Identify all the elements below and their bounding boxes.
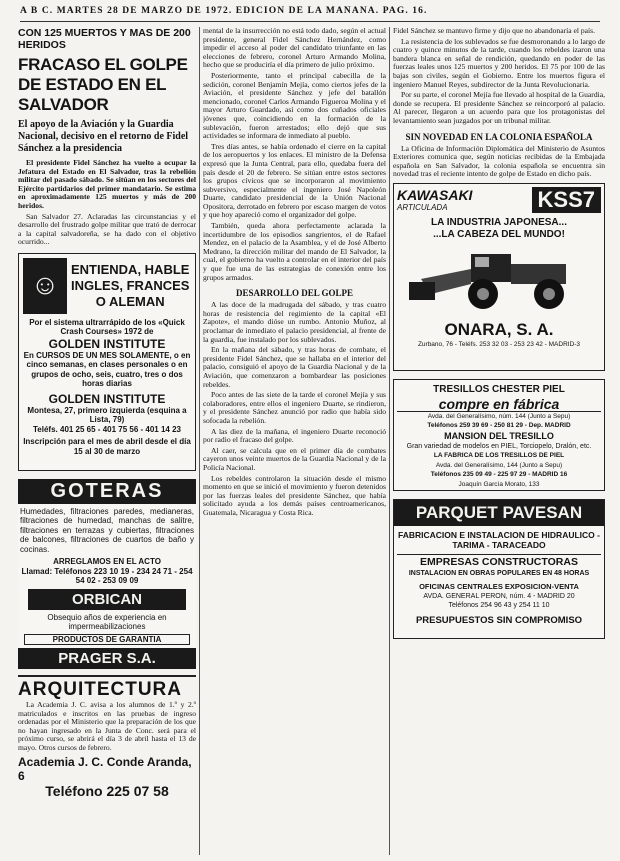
article-paragraph: Fidel Sánchez se mantuvo firme y dijo que no abandonaría el país.	[393, 27, 596, 35]
article-paragraph: Posteriormente, tanto el principal cabecilla de la sedición, coronel Benjamín Mejía, como ciertos jefes de la Aviación, el presidente Sánchez y jefe del batallón mencionado, coronel Carlos Armando Figueroa Molina y el mayor Arturo Guardado, así como dos cuñados oficiales jóvenes que, coincidiendo en la formación de la sublevación, fueron arrestados; ello dejó que sus actividades se informara de inmediato al pueblo.	[203, 70, 386, 141]
ad-title: PARQUET PAVESAN	[394, 500, 604, 526]
ad-line: EMPRESAS CONSTRUCTORAS	[397, 554, 601, 569]
ad-slogan: ...LA CABEZA DEL MUNDO!	[433, 228, 565, 240]
ad-subtitle: compre en fábrica	[397, 397, 601, 412]
ad-line: FABRICACION E INSTALACION DE HIDRAULICO - TARIMA - TARACEADO	[398, 529, 600, 550]
ad-address: Joaquín García Morato, 133	[458, 480, 540, 488]
ad-body: En CURSOS DE UN MES SOLAMENTE, o en cinco semanas, en clases personales o en grupos de ocho, seis, cuatro, tres o dos horas diarias	[23, 350, 191, 389]
column-middle	[203, 27, 386, 857]
article-subtitle: DESARROLLO DEL GOLPE	[235, 288, 354, 299]
ad-slogan: LA INDUSTRIA JAPONESA...	[431, 216, 567, 228]
ad-phones: Llamad: Teléfonos 223 10 19 - 234 24 71 - 254 54 02 - 253 09 09	[21, 566, 193, 586]
ad-mansion: MANSION DEL TRESILLO	[444, 430, 554, 441]
article-kicker: CON 125 MUERTOS Y MAS DE 200 HERIDOS	[18, 27, 191, 51]
page-header: A B C. MARTES 28 DE MARZO DE 1972. EDICION DE LA MAÑANA. PAG. 16.	[20, 6, 600, 22]
article-subhead: El apoyo de la Aviación y la Guardia Nacional, decisivo en el retorno de Fidel Sánchez a la presidencia	[18, 119, 189, 154]
ad-address: Avda. del Generalísimo, núm. 144 (Junto a Sepu)	[427, 412, 571, 420]
column-rule	[389, 27, 390, 855]
ad-brand: ORBICAN	[28, 589, 186, 610]
article-paragraph: mental de la insurrección no está todo dado, según el actual presidente, general Fidel Sánchez Hernández, como impedir el acceso al poder del candidato triunfante en las elecciones de febrero, coronel Arturo Armando Molina, hecho que se produciría el día primero de julio próximo.	[203, 27, 386, 70]
ad-parquet-pavesan	[393, 499, 605, 639]
ad-company: PRAGER S.A.	[18, 648, 196, 669]
ad-line: INGLES, FRANCES	[71, 277, 190, 293]
ad-phones: Teléfonos 259 39 69 - 250 81 29 - Dep. MADRID	[427, 422, 571, 430]
article-paragraph: A las doce de la madrugada del sábado, y tras cuatro horas de resistencia del regimiento de la capital «El Zapote», el mando dióse un rumbo. Antonio Muñoz, al proclamar de inmediato el palacio presidencial, al frente de la guardia, fue instalado por los sublevados.	[203, 300, 386, 344]
ad-golden-institute	[18, 253, 196, 471]
mask-icon: ☺	[23, 258, 67, 314]
ad-model: KSS7	[532, 187, 601, 213]
article-paragraph: Poco antes de las siete de la tarde el coronel Mejía y sus colaboradores, entre ellos el ingeniero Duarte, se rindieron, y el presidente Sánchez anunció por radio que había sido sofocada la rebelión.	[203, 390, 386, 425]
ad-tag: ARTICULADA	[397, 203, 448, 213]
ad-title: TRESILLOS CHESTER PIEL	[433, 383, 565, 395]
ad-footer: PRESUPUESTOS SIN COMPROMISO	[415, 614, 583, 626]
article-paragraph: Al caer, se calcula que en el primer día de combates cayeron unos veinte muertos de la Guardia Nacional y de la Policía Nacional.	[203, 445, 386, 472]
ad-arquitectura-title: ARQUITECTURA	[18, 675, 196, 701]
ad-phones: Teléfs. 401 25 65 - 401 75 56 - 401 14 23	[33, 424, 181, 434]
ad-phones: Teléfonos 254 96 43 y 254 11 10	[448, 602, 550, 610]
wheel-loader-icon	[401, 244, 599, 312]
ad-address: AVDA. GENERAL PERON, núm. 4 - MADRID 20	[423, 592, 575, 600]
article-paragraph: San Salvador 27. Aclaradas las circunstancias y el desarrollo del frustrado golpe militar que trató de derrocar a la capital salvadoreña, se ha dado con el objetivo ocurrido...	[18, 211, 196, 247]
ad-kawasaki	[393, 183, 605, 371]
ad-arquitectura-academy: Academia J. C. Conde Aranda, 6	[18, 754, 192, 783]
ad-brand: KAWASAKI	[397, 187, 473, 204]
article-paragraph: Los rebeldes controlaron la situación desde el mismo momento en que se inició el movimiento y fueron detenidos por las fuerzas leales del presidente Sánchez, que había solicitado ayuda a los demás países centroamericanos, Guatemala, Nicaragua y Costa Rica.	[203, 473, 386, 517]
ad-brand: GOLDEN INSTITUTE	[48, 336, 166, 351]
article-paragraph: En la mañana del sábado, y tras horas de combate, el presidente Fidel Sánchez, que se hallaba en el interior del palacio, consiguió el apoyo de la Guardia Nacional y de la Aviación, que comenzaron a bombardear las posiciones rebeldes.	[203, 345, 386, 389]
ad-address: Avda. del Generalísimo, 144 (Junto a Sepu)	[435, 461, 563, 469]
ad-brand: GOLDEN INSTITUTE	[48, 391, 166, 406]
ad-arquitectura-phone: Teléfono 225 07 58	[45, 782, 169, 799]
article-paragraph: También, queda ahora perfectamente aclarada la incertidumbre de los episodios sangrientos, el de Rafael Mendez, en el palacio de la Asamblea, y el de José Alberto Medrano, la dirección militar del mando de El Salvador, la cual, el gobierno ha vuelto a controlar en el interior del país y que fue una de las estrategias de conexión entre los grupos armados.	[203, 221, 386, 282]
article-paragraph: La Oficina de Información Diplomática del Ministerio de Asuntos Exteriores comunica que, según noticias recibidas de la Embajada española en San Salvador, la colonia española se encuentra sin novedad tras el reciente intento de golpe de Estado en dicho país.	[393, 143, 605, 179]
article-paragraph: A las diez de la mañana, el ingeniero Duarte reconoció por radio el fracaso del golpe.	[203, 426, 386, 445]
column-right	[393, 27, 605, 857]
ad-body: Humedades, filtraciones paredes, medianeras, filtraciones de humedad, manchas de salitre, filtraciones en terrazas y cubiertas, filtraciones de balcones, filtraciones de cuartos de baño y cocinas.	[20, 506, 194, 554]
ad-note: Obsequio años de experiencia en impermeabilizaciones	[47, 612, 167, 632]
article-paragraph: Por su parte, el coronel Mejía fue llevado al hospital de la Guardia, donde se recupera. El presidente Sánchez se reincorporó al palacio. Al parecer, llegaron a un acuerdo para que los protagonistas del levantamiento sean juzgados por un tribunal militar.	[393, 90, 605, 125]
ad-goteras	[18, 479, 196, 669]
ad-line: OFICINAS CENTRALES EXPOSICION-VENTA	[419, 582, 579, 592]
column-rule	[199, 27, 200, 855]
ad-line: INSTALACION EN OBRAS POPULARES EN 48 HORAS	[408, 569, 590, 577]
ad-line: ENTIENDA, HABLE	[71, 261, 190, 277]
ad-body: Gran variedad de modelos en PIEL, Torciopelo, Dralón, etc.	[406, 442, 592, 450]
ad-address: Montesa, 27, primero izquierda (esquina a Lista, 79)	[27, 405, 187, 425]
article-headline: FRACASO EL GOLPE DE ESTADO EN EL SALVADOR	[18, 55, 188, 114]
ad-body: Por el sistema ultrarrápido de los «Quick Crash Courses» 1972 de	[29, 317, 185, 337]
ad-address: Zurbano, 76 - Teléfs. 253 32 03 - 253 23 42 - MADRID-3	[417, 340, 581, 348]
ad-phones: Teléfonos 235 09 49 - 225 97 29 - MADRID 16	[430, 471, 568, 479]
ad-title: GOTERAS	[18, 479, 196, 504]
article-paragraph: Tres días antes, se había ordenado el cierre en la capital de los aeropuertos y los enlaces. El ministro de la Defensa expresó que la Junta Central, para ello, quedaba fuera del país desde el 20 de febrero. Se sitúan entre estos sectores los grupos cívicos que se incorporaron al movimiento subversivo, especialmente el ingeniero José Napoleón Duarte, candidato presidencial de la Unión Nacional Opositora, derrotado en febrero por escaso margen de votos y que hoy apareció como el organizador del golpe.	[203, 141, 386, 220]
ad-line: O ALEMAN	[95, 293, 165, 309]
ad-footer: Inscripción para el mes de abril desde el día 15 al 30 de marzo	[23, 437, 191, 456]
article-subtitle: SIN NOVEDAD EN LA COLONIA ESPAÑOLA	[405, 131, 593, 142]
article-paragraph: La resistencia de los sublevados se fue desmoronando a lo largo de cuatro y quince minutos de la tarde, cuando los rebeldes izaron una bandera blanca en señal de rendición, quedando en poder de las fuerzas leales unos 125 muertos y 200 heridos. El 75 por 100 de las bajas son civiles, según el Gobierno. Entre los muertos figura el ingeniero Manuel Reyes, subdirector de la Junta Revolucionaria.	[393, 36, 605, 89]
ad-slogan: ARREGLAMOS EN EL ACTO	[53, 557, 161, 567]
ad-dealer: ONARA, S. A.	[444, 319, 554, 339]
ad-fabrica: LA FABRICA DE LOS TRESILLOS DE PIEL	[433, 452, 565, 460]
ad-phones	[397, 489, 601, 491]
article-lead: El presidente Fidel Sánchez ha vuelto a ocupar la Jefatura del Estado en El Salvador, tras la rebelión militar del pasado sábado. Se sitúan en los sectores del Ejército partidarios del primer mandatario. Se estima en aproximadamente 125 muertos y más de 200 heridos.	[18, 158, 196, 210]
ad-guarantee: PRODUCTOS DE GARANTIA	[24, 634, 190, 646]
ad-arquitectura-body: La Academia J. C. avisa a los alumnos de 1.º y 2.º matriculados e inscritos en las pruebas de ingreso ordenadas por el Ministerio que la preparación de los que no hayan ingresado en la Junta de Conc. será para el próximo curso, se abrirá el día 3 de abril hasta el 13 de mayo. Otros cursos de febrero.	[18, 699, 196, 752]
ad-tresillos	[393, 379, 605, 491]
column-left	[18, 27, 196, 857]
